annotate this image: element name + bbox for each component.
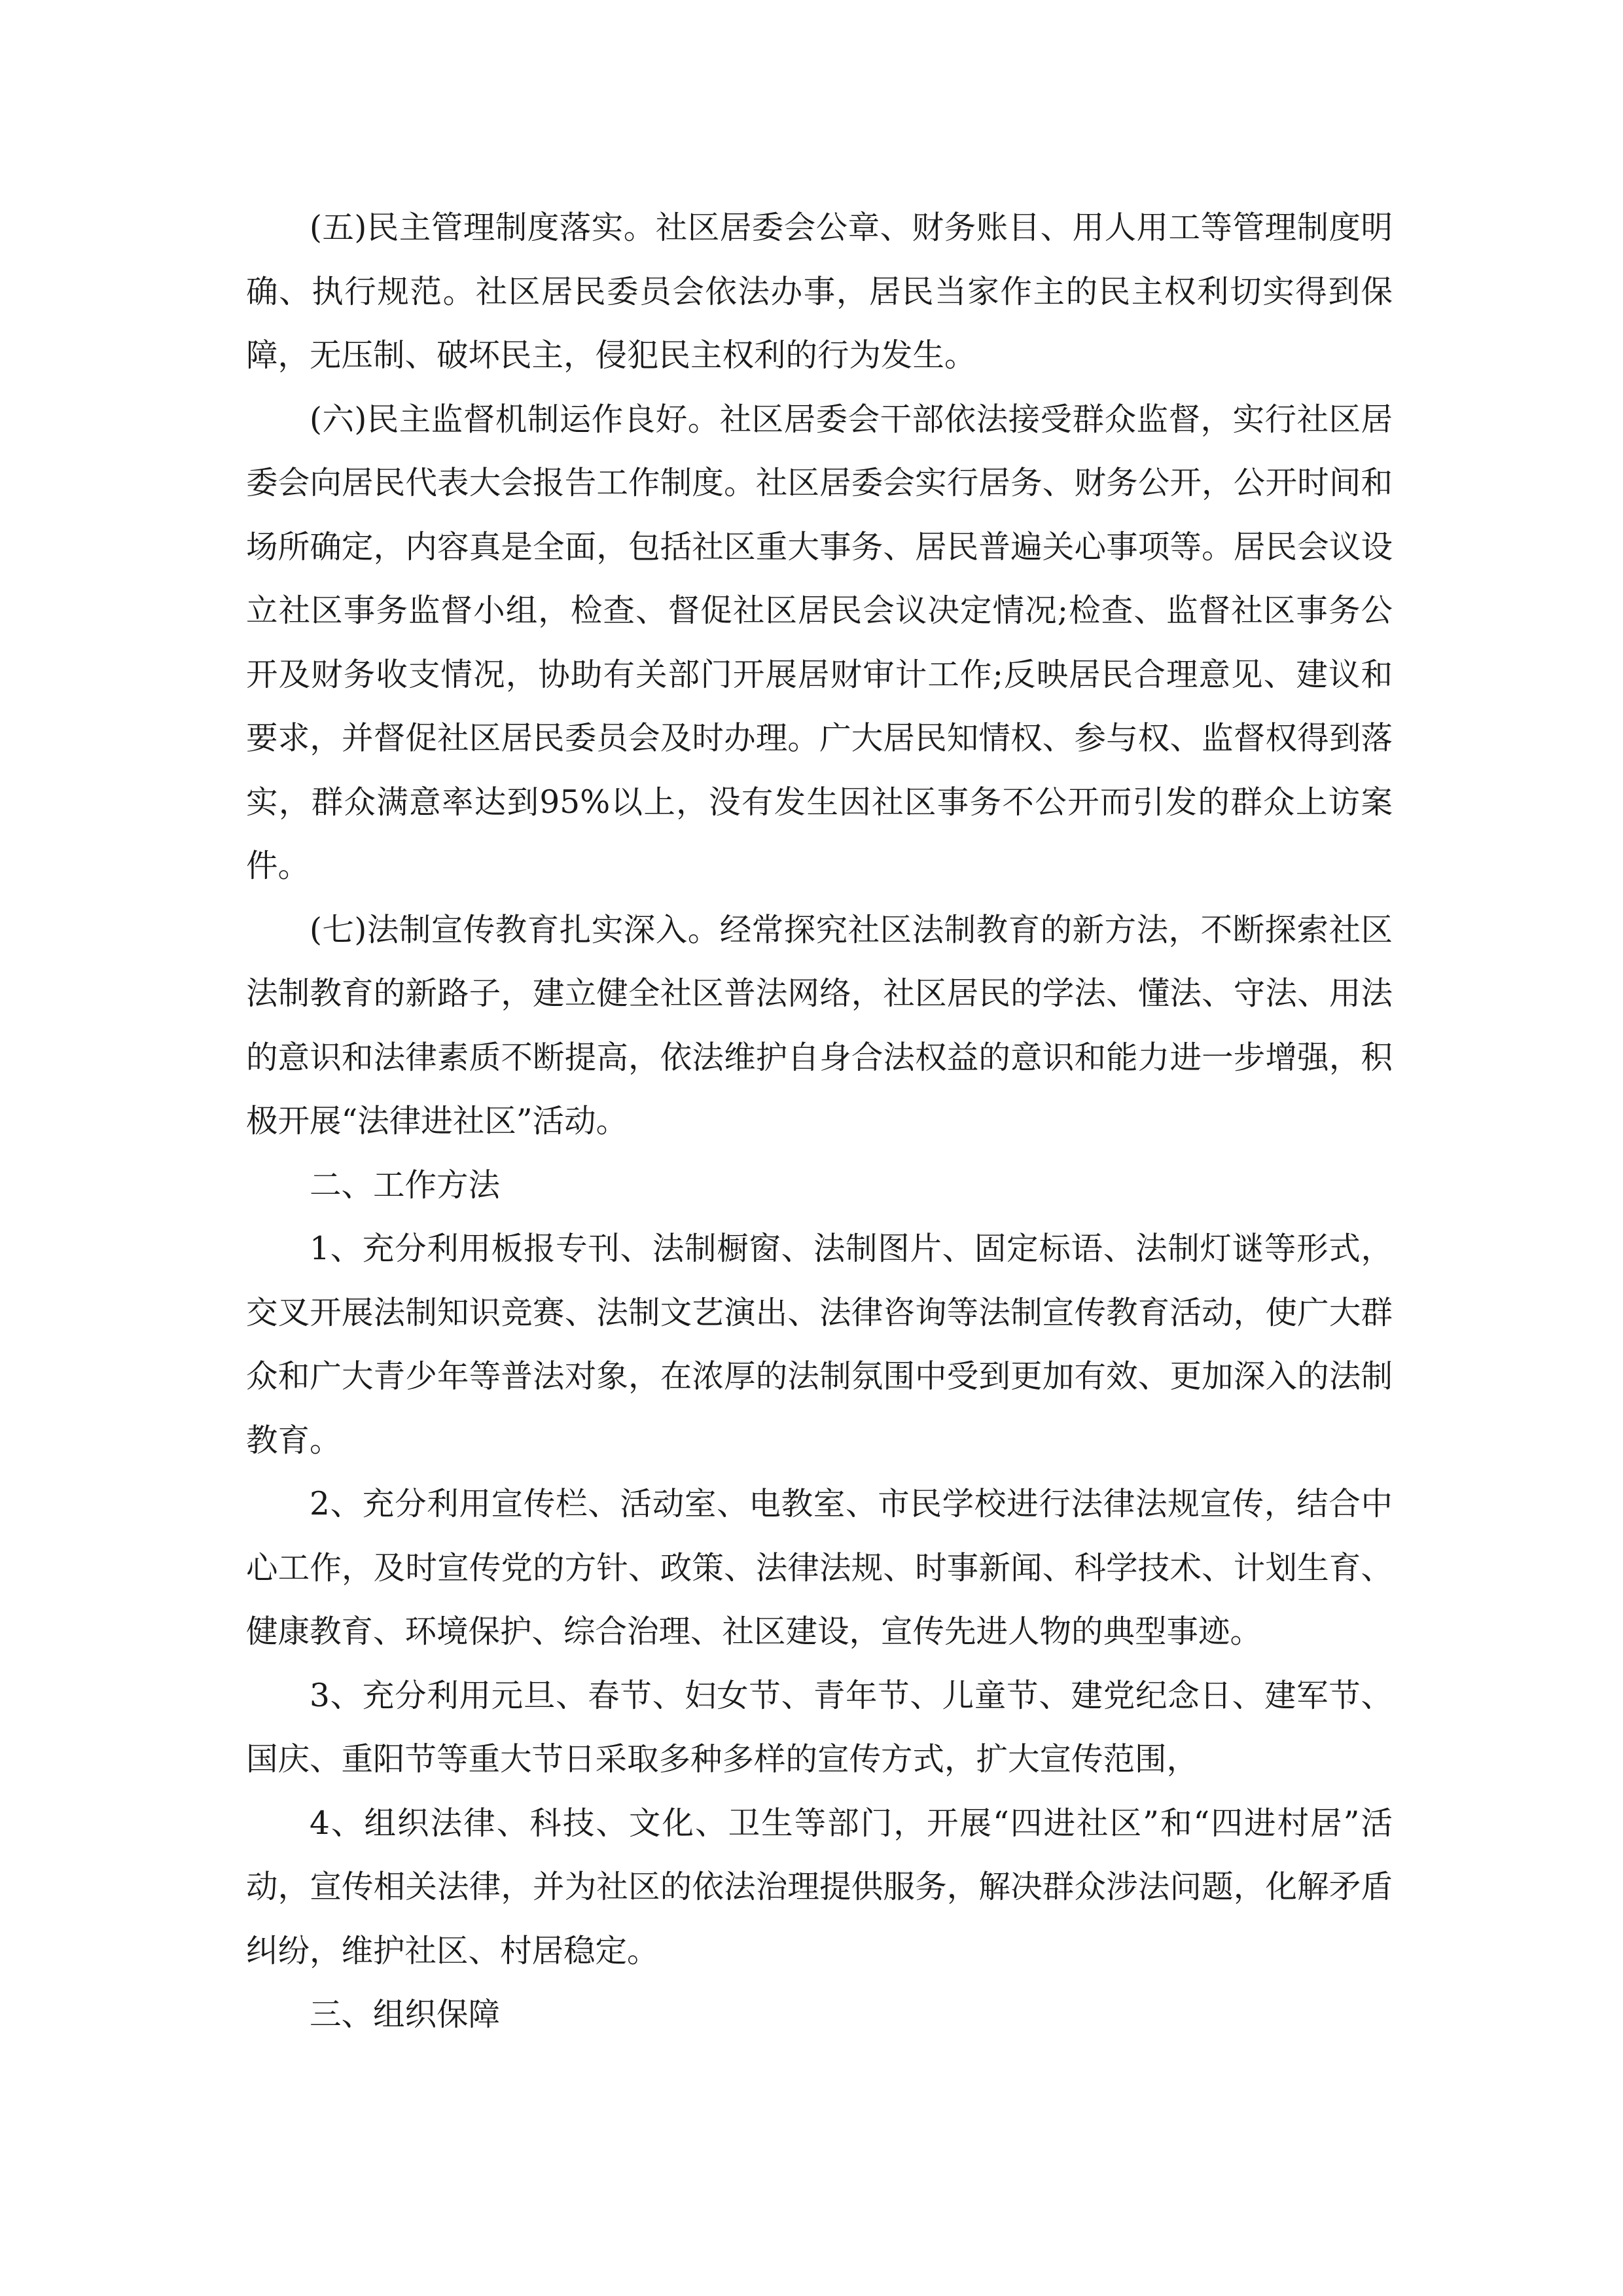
paragraph-legal-education: (七)法制宣传教育扎实深入。经常探究社区法制教育的新方法，不断探索社区法制教育的新路子，建立健全社区普法网络，社区居民的学法、懂法、守法、用法的意识和法律素质不断提高，依法维护自身合法权益的意识和能力进一步增强，积极开展“法律进社区”活动。	[246, 911, 1393, 1139]
section-heading-work-methods: 二、工作方法	[310, 1166, 501, 1204]
method-item-2: 2、充分利用宣传栏、活动室、电教室、市民学校进行法律法规宣传，结合中心工作，及时宣传党的方针、政策、法律法规、时事新闻、科学技术、计划生育、健康教育、环境保护、综合治理、社区建设，宣传先进人物的典型事迹。	[246, 1486, 1393, 1650]
paragraph-democratic-management: (五)民主管理制度落实。社区居委会公章、财务账目、用人用工等管理制度明确、执行规范。社区居民委员会依法办事，居民当家作主的民主权利切实得到保障，无压制、破坏民主，侵犯民主权利的行为发生。	[246, 209, 1393, 374]
document-body	[246, 196, 1393, 2047]
method-item-1: 1、充分利用板报专刊、法制橱窗、法制图片、固定标语、法制灯谜等形式，交叉开展法制知识竞赛、法制文艺演出、法律咨询等法制宣传教育活动，使广大群众和广大青少年等普法对象，在浓厚的法制氛围中受到更加有效、更加深入的法制教育。	[246, 1230, 1393, 1459]
method-item-4: 4、组织法律、科技、文化、卫生等部门，开展“四进社区”和“四进村居”活动，宣传相关法律，并为社区的依法治理提供服务，解决群众涉法问题，化解矛盾纠纷，维护社区、村居稳定。	[246, 1804, 1393, 1969]
paragraph-democratic-supervision: (六)民主监督机制运作良好。社区居委会干部依法接受群众监督，实行社区居委会向居民代表大会报告工作制度。社区居委会实行居务、财务公开，公开时间和场所确定，内容真是全面，包括社区重大事务、居民普遍关心事项等。居民会议设立社区事务监督小组，检查、督促社区居民会议决定情况;检查、监督社区事务公开及财务收支情况，协助有关部门开展居财审计工作;反映居民合理意见、建议和要求，并督促社区居民委员会及时办理。广大居民知情权、参与权、监督权得到落实，群众满意率达到95%以上，没有发生因社区事务不公开而引发的群众上访案件。	[246, 401, 1393, 884]
section-heading-organization-guarantee: 三、组织保障	[310, 1996, 501, 2033]
method-item-3: 3、充分利用元旦、春节、妇女节、青年节、儿童节、建党纪念日、建军节、国庆、重阳节等重大节日采取多种多样的宣传方式，扩大宣传范围，	[246, 1677, 1393, 1778]
